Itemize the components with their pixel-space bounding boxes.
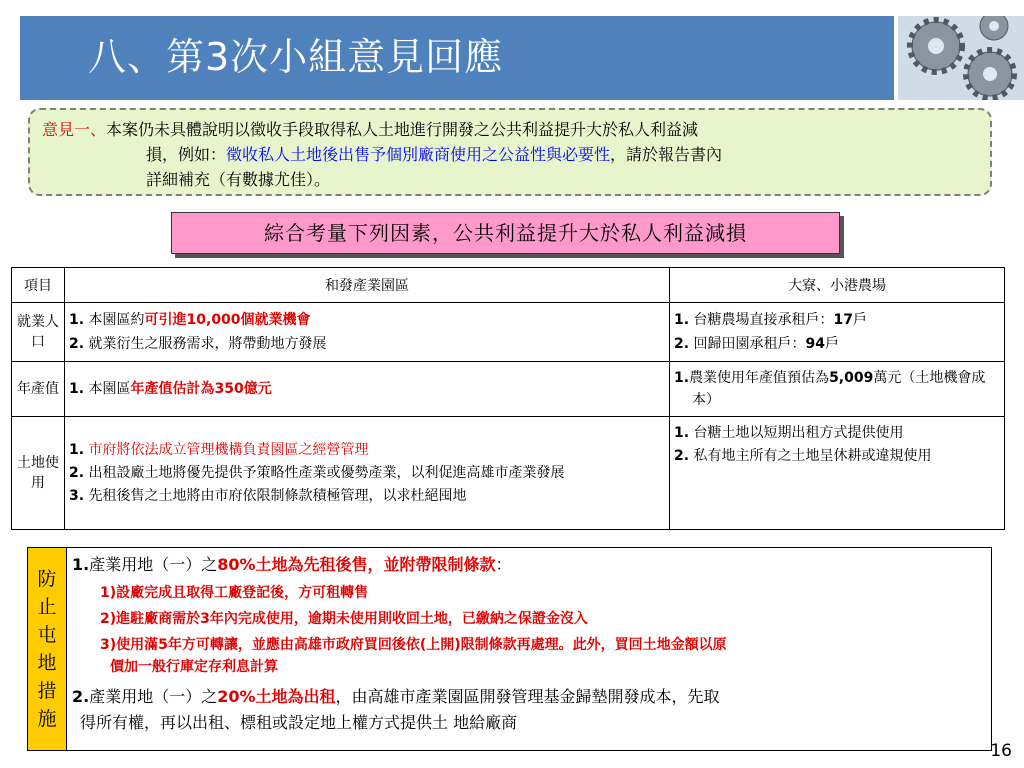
table-header: 項目 bbox=[12, 268, 65, 303]
cell-item bbox=[69, 332, 665, 356]
item-number: 1. bbox=[674, 425, 690, 441]
cell bbox=[670, 417, 1005, 530]
side-char: 屯 bbox=[37, 624, 57, 646]
item-text: 先租後售之土地將由市府依限制條款積極管理，以求杜絕囤地 bbox=[84, 488, 467, 504]
item-number: 1. bbox=[674, 370, 690, 386]
slide-title: 八、第3次小組意見回應 bbox=[88, 35, 504, 79]
cell bbox=[65, 417, 670, 530]
table-row bbox=[12, 362, 1005, 417]
opinion-line-2-text: 損，例如： bbox=[146, 145, 227, 164]
item-number: 2. bbox=[674, 448, 690, 464]
opinion-line-2-tail: ，請於報告書內 bbox=[610, 145, 723, 164]
item-number: 2. bbox=[69, 336, 85, 352]
side-char: 防 bbox=[37, 568, 57, 590]
cell-item bbox=[69, 308, 665, 332]
opinion-box bbox=[28, 108, 992, 196]
cell bbox=[65, 362, 670, 417]
item-number: 3. bbox=[69, 488, 85, 504]
row-label: 就業人口 bbox=[12, 303, 65, 362]
title-bar bbox=[20, 16, 894, 100]
side-char: 地 bbox=[37, 652, 57, 674]
item-text: 台糖農場直接承租戶： bbox=[689, 312, 834, 328]
item-number: 2. bbox=[72, 687, 90, 706]
gears-image bbox=[898, 16, 1024, 100]
item-text: 農業使用年產值預估為 bbox=[689, 370, 830, 386]
opinion-line-3: 詳細補充（有數據尤佳）。 bbox=[146, 170, 331, 189]
side-char: 止 bbox=[37, 596, 57, 618]
item-number: 2. bbox=[69, 465, 85, 481]
sub-item: 3)使用滿5年方可轉讓，並應由高雄市政府買回後依(上開)限制條款再處理。此外，買回土地金額以原 bbox=[100, 637, 727, 653]
item-number: 1. bbox=[69, 312, 85, 328]
page-number: 16 bbox=[990, 741, 1012, 761]
item-highlight: 20%土地為出租 bbox=[217, 687, 336, 706]
item-number: 1. bbox=[69, 442, 85, 458]
item-text: 本園區 bbox=[84, 381, 131, 397]
cell-item bbox=[674, 367, 1000, 411]
table-header: 大寮、小港農場 bbox=[670, 268, 1005, 303]
opinion-lead: 意見一、 bbox=[42, 120, 107, 139]
item-highlight: 80%土地為先租後售，並附帶限制條款 bbox=[217, 555, 496, 574]
cell-item bbox=[69, 377, 665, 401]
cell bbox=[670, 362, 1005, 417]
cell-item bbox=[674, 445, 1000, 467]
item-text: 私有地主所有之土地呈休耕或違規使用 bbox=[689, 448, 932, 464]
item-tail: ： bbox=[495, 555, 512, 574]
table-row bbox=[12, 303, 1005, 362]
measure-item-2 bbox=[72, 684, 985, 710]
cell-item bbox=[674, 421, 1000, 445]
measures-box bbox=[27, 547, 992, 751]
item-text: 產業用地（一）之 bbox=[89, 687, 218, 706]
cell-item bbox=[69, 438, 665, 462]
item-text: 出租設廠土地將優先提供予策略性產業或優勢產業，以利促進高雄市產業發展 bbox=[84, 465, 565, 481]
item-unit: 萬元（土地機會成本） bbox=[692, 370, 986, 408]
item-unit: 戶 bbox=[853, 312, 867, 328]
table-header: 和發產業園區 bbox=[65, 268, 670, 303]
item-text: 回歸田園承租戶： bbox=[689, 336, 806, 352]
row-label: 年產值 bbox=[12, 362, 65, 417]
summary-banner: 綜合考量下列因素，公共利益提升大於私人利益減損 bbox=[171, 212, 840, 254]
item-highlight: 年產值估計為350億元 bbox=[130, 381, 272, 397]
row-label: 土地使用 bbox=[12, 417, 65, 530]
sub-item: 2)進駐廠商需於3年內完成使用，逾期未使用則收回土地，已繳納之保證金沒入 bbox=[100, 611, 588, 627]
item-value: 5,009 bbox=[829, 370, 874, 386]
side-char: 施 bbox=[37, 708, 57, 730]
item-highlight: 市府將依法成立管理機構負責園區之經營管理 bbox=[88, 442, 369, 458]
measure-item-2-cont: 得所有權，再以出租、標租或設定地上權方式提供土 地給廠商 bbox=[80, 713, 518, 732]
measures-content bbox=[72, 552, 985, 736]
item-unit: 戶 bbox=[825, 336, 839, 352]
cell bbox=[670, 303, 1005, 362]
item-text: 就業衍生之服務需求，將帶動地方發展 bbox=[84, 336, 327, 352]
item-highlight: 可引進10,000個就業機會 bbox=[144, 312, 311, 328]
cell-item bbox=[69, 462, 665, 484]
item-text: 產業用地（一）之 bbox=[89, 555, 218, 574]
cell-item bbox=[674, 332, 1000, 356]
sub-item: 1)設廠完成且取得工廠登記後，方可租轉售 bbox=[100, 585, 369, 601]
measure-item-1 bbox=[72, 552, 985, 578]
item-number: 1. bbox=[72, 555, 90, 574]
opinion-line-2 bbox=[42, 142, 980, 167]
comparison-table bbox=[11, 267, 1005, 530]
cell-item bbox=[674, 308, 1000, 332]
item-tail: ，由高雄市產業園區開發管理基金歸墊開發成本，先取 bbox=[335, 687, 720, 706]
item-number: 1. bbox=[69, 381, 85, 397]
gears-icon bbox=[898, 16, 1024, 100]
table-row bbox=[12, 417, 1005, 530]
item-number: 2. bbox=[674, 336, 690, 352]
item-text: 台糖土地以短期出租方式提供使用 bbox=[689, 425, 904, 441]
sub-item: 價加一般行庫定存利息計算 bbox=[110, 659, 278, 675]
item-value: 17 bbox=[833, 312, 853, 328]
item-value: 94 bbox=[805, 336, 825, 352]
side-char: 措 bbox=[37, 680, 57, 702]
cell bbox=[65, 303, 670, 362]
item-number: 1. bbox=[674, 312, 690, 328]
opinion-highlight: 徵收私人土地後出售予個別廠商使用之公益性與必要性 bbox=[226, 145, 611, 164]
measures-side-label bbox=[28, 548, 67, 750]
table-header-row bbox=[12, 268, 1005, 303]
cell-item bbox=[69, 484, 665, 508]
item-text: 本園區約 bbox=[84, 312, 145, 328]
opinion-line-1: 本案仍未具體說明以徵收手段取得私人土地進行開發之公共利益提升大於私人利益減 bbox=[106, 120, 699, 139]
